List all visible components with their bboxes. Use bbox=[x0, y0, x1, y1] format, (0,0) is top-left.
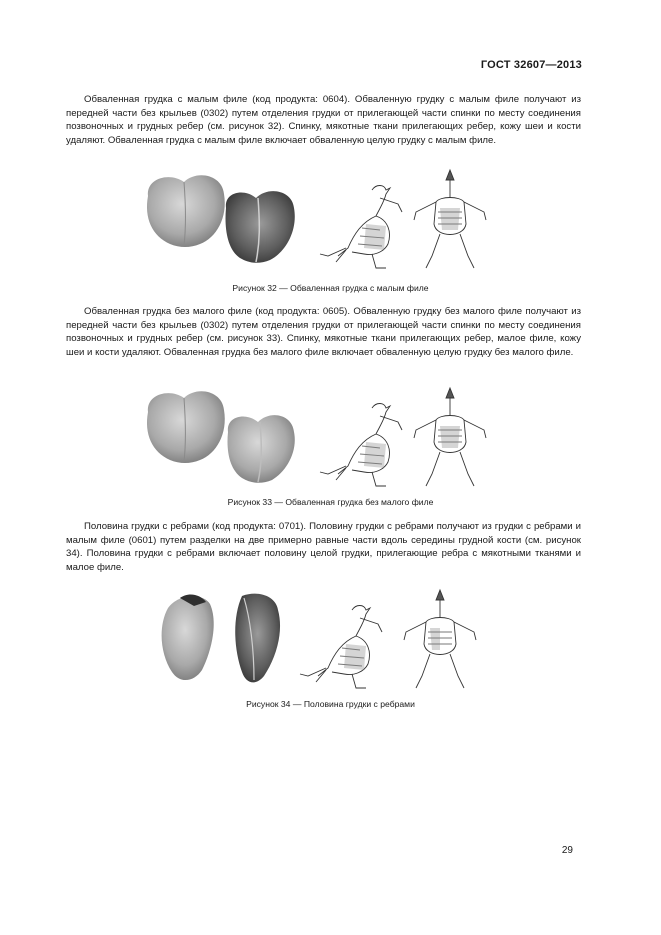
paragraph-0605: Обваленная грудка без малого филе (код продукта: 0605). Обваленную грудку без малого филе получают из передней части без крыльев (0302) путем отделения грудки от прилегающей части спинки по месту соединения позвоночных и грудных ребер (см. рисунок 33). Спинку, мякотные ткани прилегающих ребер, малое филе, кожу шеи и кости удаляют. Обваленная грудка без малого филе включает обваленную целую грудку без малого филе. bbox=[66, 306, 581, 358]
breast-photo-2 bbox=[228, 415, 295, 483]
half-breast-photo-2 bbox=[235, 594, 280, 683]
chicken-side-diagram bbox=[320, 186, 402, 269]
chicken-front-diagram bbox=[414, 170, 486, 268]
breast-photo-1 bbox=[147, 175, 225, 247]
figure-33-caption: Рисунок 33 — Обваленная грудка без малого филе bbox=[227, 497, 434, 507]
figure-32-caption: Рисунок 32 — Обваленная грудка с малым филе bbox=[232, 283, 429, 293]
figure-32-images bbox=[140, 168, 500, 276]
breast-photo-1 bbox=[147, 391, 225, 463]
figure-33-images bbox=[140, 386, 500, 492]
figure-34-images bbox=[150, 588, 500, 692]
paragraph-0701: Половина грудки с ребрами (код продукта: 0701). Половину грудки с ребрами получают из грудки с ребрами и малым филе (0601) путем разделки на две примерно равные части вдоль середины грудной кости (см. рисунок 34). Половина грудки с ребрами включает половину целой грудки, прилегающие ребра с мякотными тканями и малое филе. bbox=[66, 521, 581, 573]
figure-34-caption: Рисунок 34 — Половина грудки с ребрами bbox=[246, 699, 415, 709]
breast-photo-2 bbox=[226, 191, 295, 263]
chicken-side-diagram bbox=[320, 404, 402, 487]
paragraph-0604: Обваленная грудка с малым филе (код продукта: 0604). Обваленную грудку с малым филе получают из передней части без крыльев (0302) путем отделения грудки от прилегающей части спинки по месту соединения позвоночных и грудных ребер (см. рисунок 32). Спинку, мякотные ткани прилегающих ребер, кожу шеи и кости удаляют. Обваленная грудка с малым филе включает обваленную целую грудку с малым филе. bbox=[66, 94, 581, 146]
standard-number: ГОСТ 32607—2013 bbox=[480, 59, 582, 71]
chicken-side-diagram bbox=[300, 606, 382, 689]
chicken-front-diagram bbox=[414, 388, 486, 486]
chicken-front-diagram bbox=[404, 590, 476, 688]
page-number: 29 bbox=[561, 845, 573, 856]
half-breast-photo-1 bbox=[162, 595, 214, 681]
